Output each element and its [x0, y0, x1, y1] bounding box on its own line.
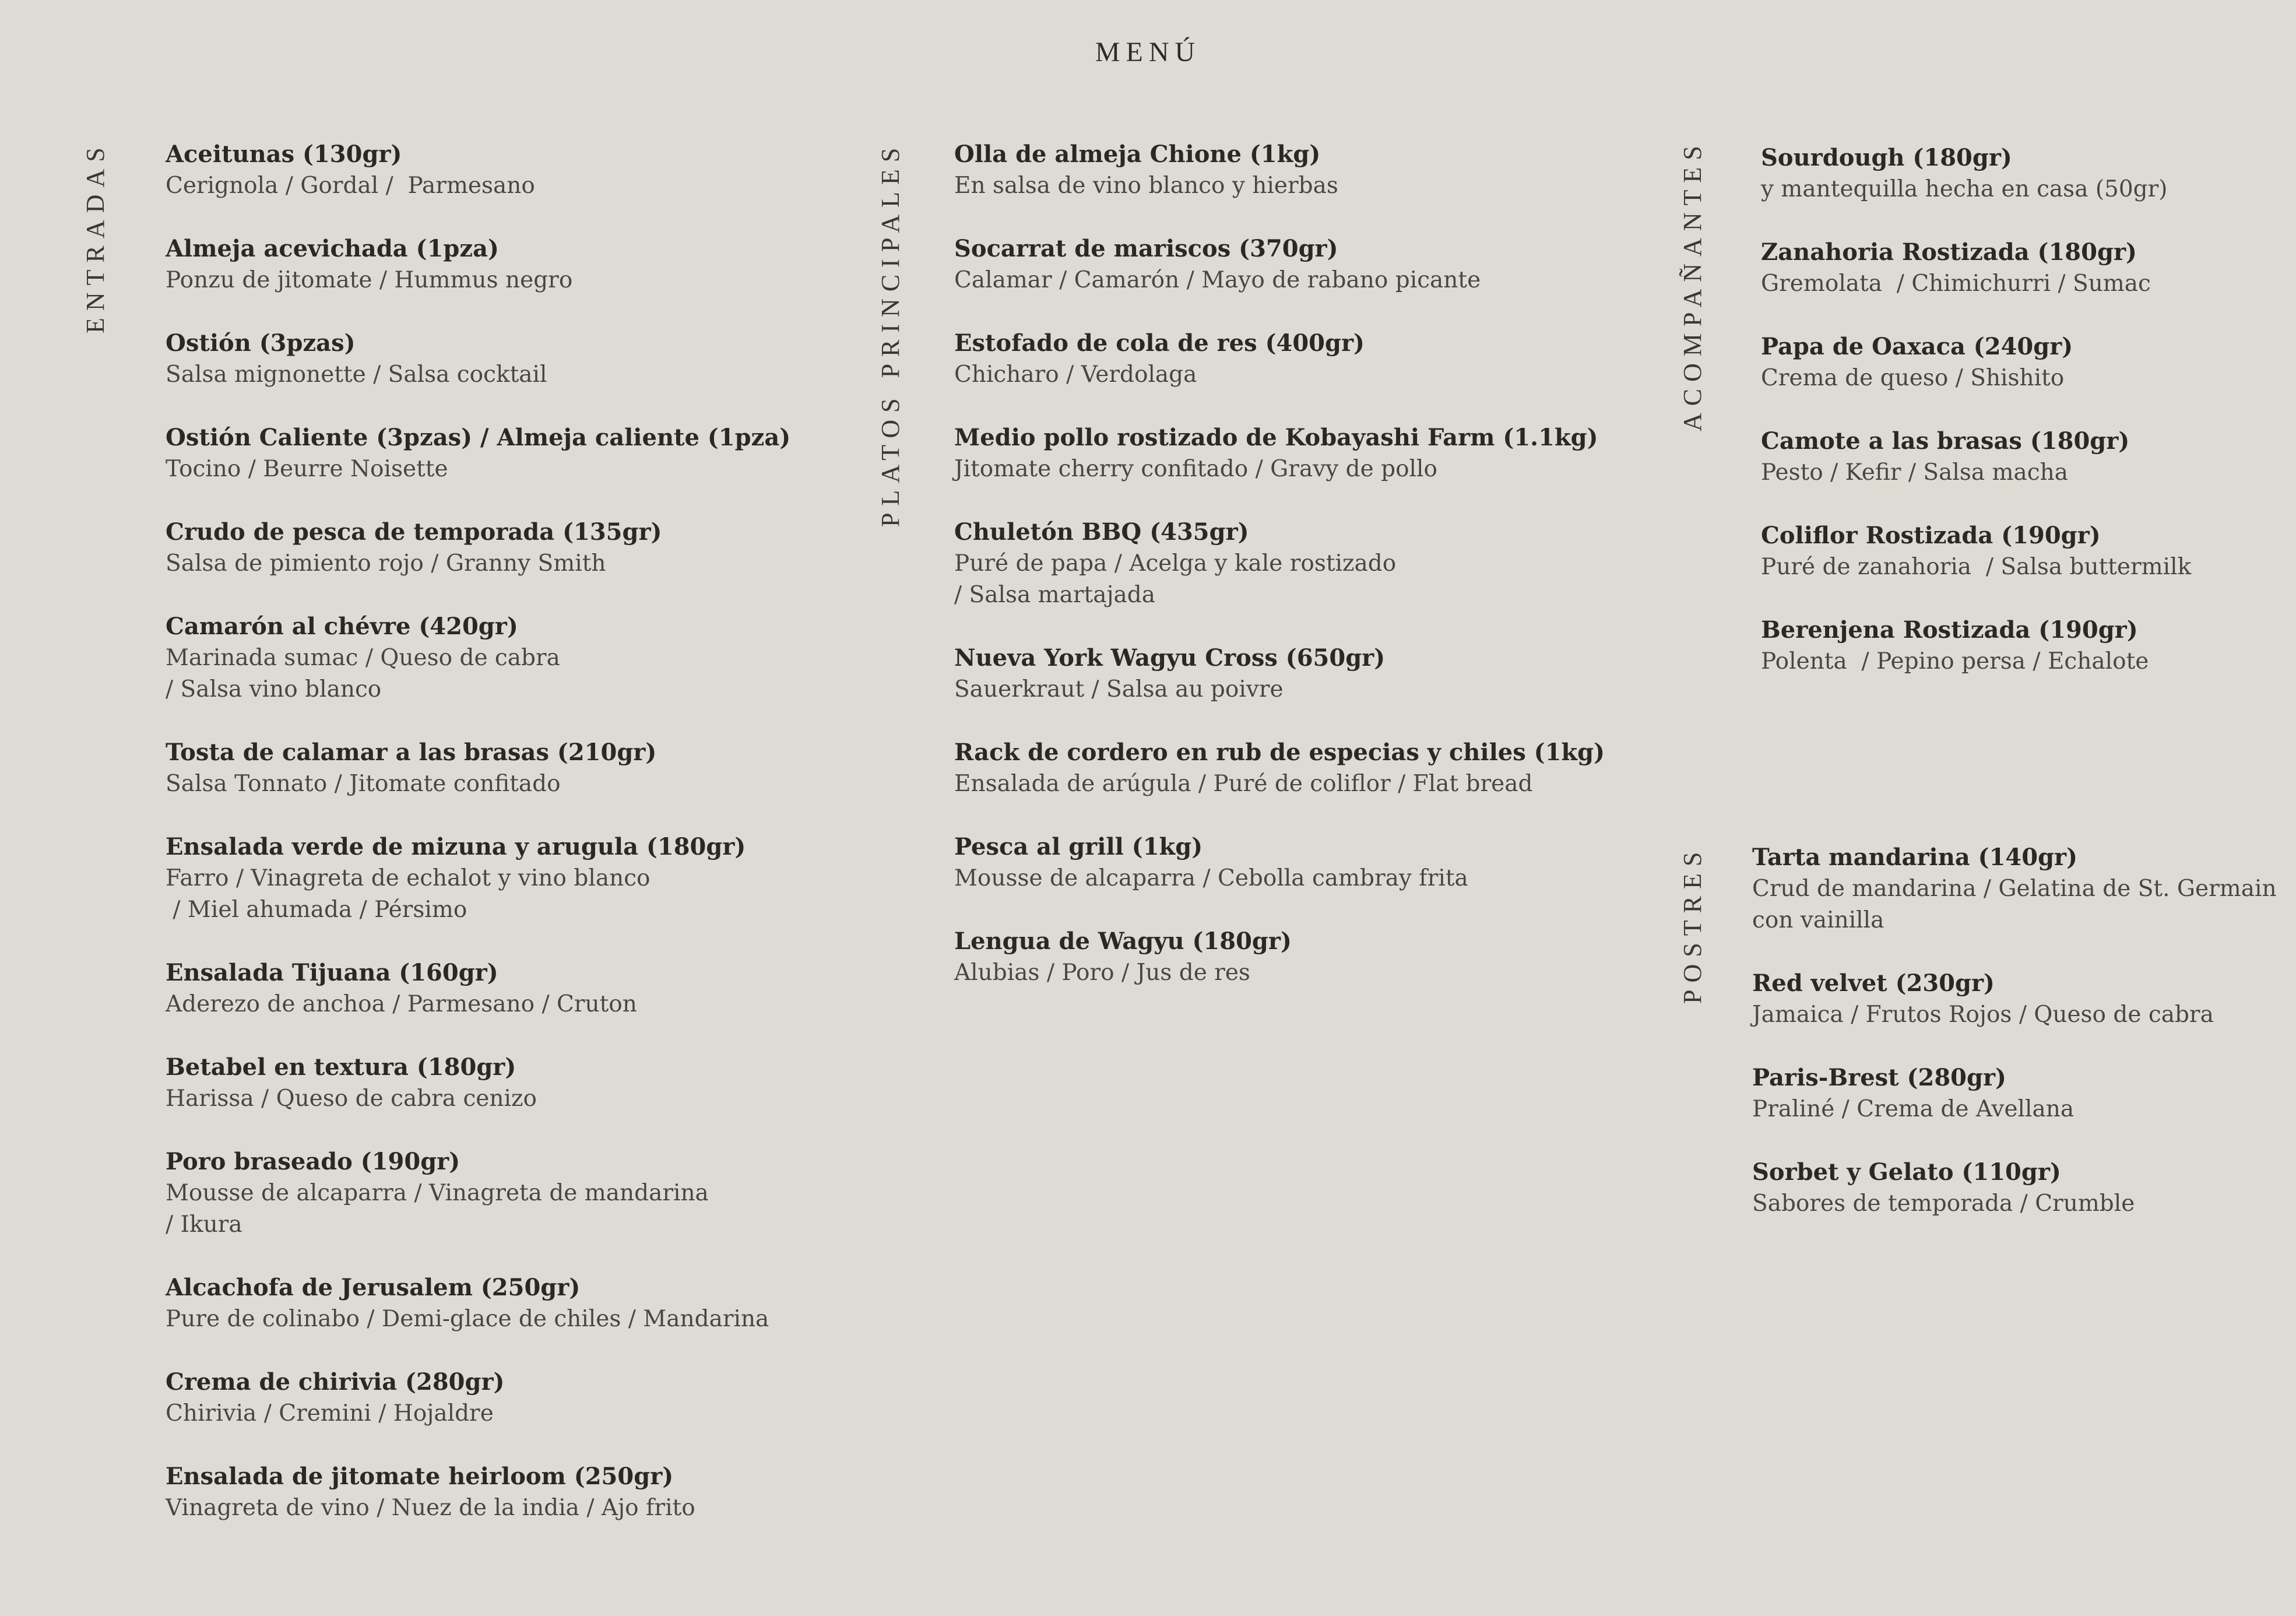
- menu-item: [166, 1366, 504, 1429]
- item-description: Calamar / Camarón / Mayo de rabano picante: [954, 267, 1481, 293]
- menu-item: [1761, 237, 2151, 300]
- item-name: Socarrat de mariscos (370gr): [954, 235, 1338, 262]
- item-description: Polenta / Pepino persa / Echalote: [1761, 648, 2149, 674]
- item-name: Coliflor Rostizada (190gr): [1761, 522, 2101, 549]
- item-description: Harissa / Queso de cabra cenizo: [166, 1085, 537, 1112]
- menu-item: [954, 422, 1598, 485]
- item-description: Salsa mignonette / Salsa cocktail: [166, 361, 547, 388]
- menu-item: [166, 422, 790, 485]
- item-description: Cerignola / Gordal / Parmesano: [166, 173, 535, 199]
- item-description: En salsa de vino blanco y hierbas: [954, 173, 1338, 199]
- item-name: Medio pollo rostizado de Kobayashi Farm (1.1kg): [954, 424, 1598, 451]
- item-name: Poro braseado (190gr): [166, 1148, 460, 1175]
- menu-item: [166, 139, 535, 202]
- item-description: Marinada sumac / Queso de cabra: [166, 645, 560, 671]
- item-name: Almeja acevichada (1pza): [166, 235, 499, 262]
- item-name: Paris-Brest (280gr): [1752, 1064, 2006, 1091]
- menu-item: [166, 233, 572, 296]
- menu-item: [166, 1052, 537, 1115]
- menu-item: [166, 957, 637, 1020]
- item-name: Sorbet y Gelato (110gr): [1752, 1158, 2061, 1186]
- item-description: Mousse de alcaparra / Vinagreta de mandarina: [166, 1180, 709, 1206]
- menu-item: [166, 737, 656, 800]
- item-name: Camote a las brasas (180gr): [1761, 427, 2130, 455]
- menu-item: [1761, 520, 2191, 583]
- page-title: MENÚ: [1095, 37, 1201, 68]
- item-description: Mousse de alcaparra / Cebolla cambray frita: [954, 865, 1468, 891]
- item-name: Crema de chirivia (280gr): [166, 1368, 505, 1396]
- item-name: Tarta mandarina (140gr): [1752, 844, 2078, 871]
- item-name: Zanahoria Rostizada (180gr): [1761, 238, 2137, 266]
- item-description: Salsa Tonnato / Jitomate confitado: [166, 771, 561, 797]
- menu-item: [1752, 1157, 2135, 1220]
- item-name: Ensalada de jitomate heirloom (250gr): [166, 1463, 674, 1490]
- item-name: Ostión Caliente (3pzas) / Almeja caliente (1pza): [166, 424, 791, 451]
- menu-item: [954, 642, 1385, 705]
- menu-item: [954, 831, 1468, 894]
- item-name: Chuletón BBQ (435gr): [954, 518, 1249, 546]
- item-name: Papa de Oaxaca (240gr): [1761, 333, 2073, 360]
- menu-item: [166, 831, 746, 926]
- item-description: Puré de papa / Acelga y kale rostizado: [954, 550, 1397, 577]
- item-name: Ensalada verde de mizuna y arugula (180gr): [166, 833, 746, 860]
- item-name: Camarón al chévre (420gr): [166, 613, 518, 640]
- item-description: Crud de mandarina / Gelatina de St. Germain: [1752, 876, 2277, 902]
- item-name: Rack de cordero en rub de especias y chiles (1kg): [954, 739, 1605, 766]
- menu-item: [1752, 1062, 2074, 1125]
- section-label-postres: POSTRES: [1678, 845, 1707, 1004]
- item-name: Berenjena Rostizada (190gr): [1761, 616, 2138, 644]
- item-description: Chirivia / Cremini / Hojaldre: [166, 1400, 494, 1427]
- menu-item: [1761, 426, 2129, 489]
- item-name: Alcachofa de Jerusalem (250gr): [166, 1274, 581, 1301]
- item-description: Ponzu de jitomate / Hummus negro: [166, 267, 573, 293]
- item-description: Pesto / Kefir / Salsa macha: [1761, 459, 2068, 486]
- item-description: Chicharo / Verdolaga: [954, 361, 1197, 388]
- item-name: Nueva York Wagyu Cross (650gr): [954, 644, 1386, 672]
- menu-item: [1761, 331, 2073, 394]
- item-name: Olla de almeja Chione (1kg): [954, 140, 1321, 168]
- item-name: Tosta de calamar a las brasas (210gr): [166, 739, 657, 766]
- menu-item: [166, 517, 662, 579]
- menu-item: [166, 1272, 769, 1335]
- item-description: con vainilla: [1752, 907, 1884, 933]
- item-name: Red velvet (230gr): [1752, 969, 1995, 997]
- item-name: Pesca al grill (1kg): [954, 833, 1203, 860]
- item-name: Crudo de pesca de temporada (135gr): [166, 518, 662, 546]
- item-description: Farro / Vinagreta de echalot y vino blanco: [166, 865, 651, 891]
- section-label-acompanantes: ACOMPAÑANTES: [1678, 139, 1707, 431]
- item-description: Ensalada de arúgula / Puré de coliflor / Flat bread: [954, 771, 1533, 797]
- menu-item: [1752, 842, 2277, 936]
- item-description: / Salsa martajada: [954, 582, 1156, 608]
- menu-item: [954, 139, 1338, 202]
- section-label-platos-principales: PLATOS PRINCIPALES: [876, 140, 905, 527]
- item-description: Sauerkraut / Salsa au poivre: [954, 676, 1284, 702]
- item-description: Crema de queso / Shishito: [1761, 365, 2065, 391]
- item-description: Vinagreta de vino / Nuez de la india / Ajo frito: [166, 1495, 695, 1521]
- item-description: Pure de colinabo / Demi-glace de chiles / Mandarina: [166, 1306, 769, 1332]
- item-name: Sourdough (180gr): [1761, 144, 2012, 171]
- item-name: Lengua de Wagyu (180gr): [954, 928, 1292, 955]
- menu-item: [1761, 142, 2168, 205]
- item-description: Sabores de temporada / Crumble: [1752, 1190, 2135, 1217]
- menu-item: [1761, 614, 2149, 677]
- menu-item: [166, 1461, 695, 1524]
- item-description: Praliné / Crema de Avellana: [1752, 1096, 2075, 1122]
- item-description: / Salsa vino blanco: [166, 676, 382, 702]
- item-name: Ostión (3pzas): [166, 329, 356, 357]
- menu-item: [1752, 968, 2214, 1031]
- menu-item: [166, 1146, 709, 1241]
- item-name: Betabel en textura (180gr): [166, 1053, 516, 1081]
- item-description: Tocino / Beurre Noisette: [166, 456, 448, 482]
- menu-item: [954, 926, 1292, 989]
- item-description: / Ikura: [166, 1211, 242, 1238]
- item-description: Jamaica / Frutos Rojos / Queso de cabra: [1752, 1002, 2214, 1028]
- item-description: Puré de zanahoria / Salsa buttermilk: [1761, 554, 2192, 580]
- menu-item: [954, 233, 1481, 296]
- item-description: Jitomate cherry confitado / Gravy de pollo: [954, 456, 1437, 482]
- item-description: Aderezo de anchoa / Parmesano / Cruton: [166, 991, 637, 1017]
- menu-item: [954, 328, 1365, 391]
- item-description: / Miel ahumada / Pérsimo: [166, 897, 467, 923]
- item-name: Ensalada Tijuana (160gr): [166, 959, 498, 986]
- item-description: Salsa de pimiento rojo / Granny Smith: [166, 550, 606, 577]
- item-name: Estofado de cola de res (400gr): [954, 329, 1365, 357]
- menu-item: [166, 328, 547, 391]
- section-label-entradas: ENTRADAS: [81, 140, 110, 333]
- item-name: Aceitunas (130gr): [166, 140, 402, 168]
- item-description: Gremolata / Chimichurri / Sumac: [1761, 270, 2151, 297]
- menu-item: [954, 517, 1396, 611]
- menu-item: [166, 611, 560, 705]
- menu-item: [954, 737, 1605, 800]
- item-description: y mantequilla hecha en casa (50gr): [1761, 176, 2168, 202]
- item-description: Alubias / Poro / Jus de res: [954, 960, 1250, 986]
